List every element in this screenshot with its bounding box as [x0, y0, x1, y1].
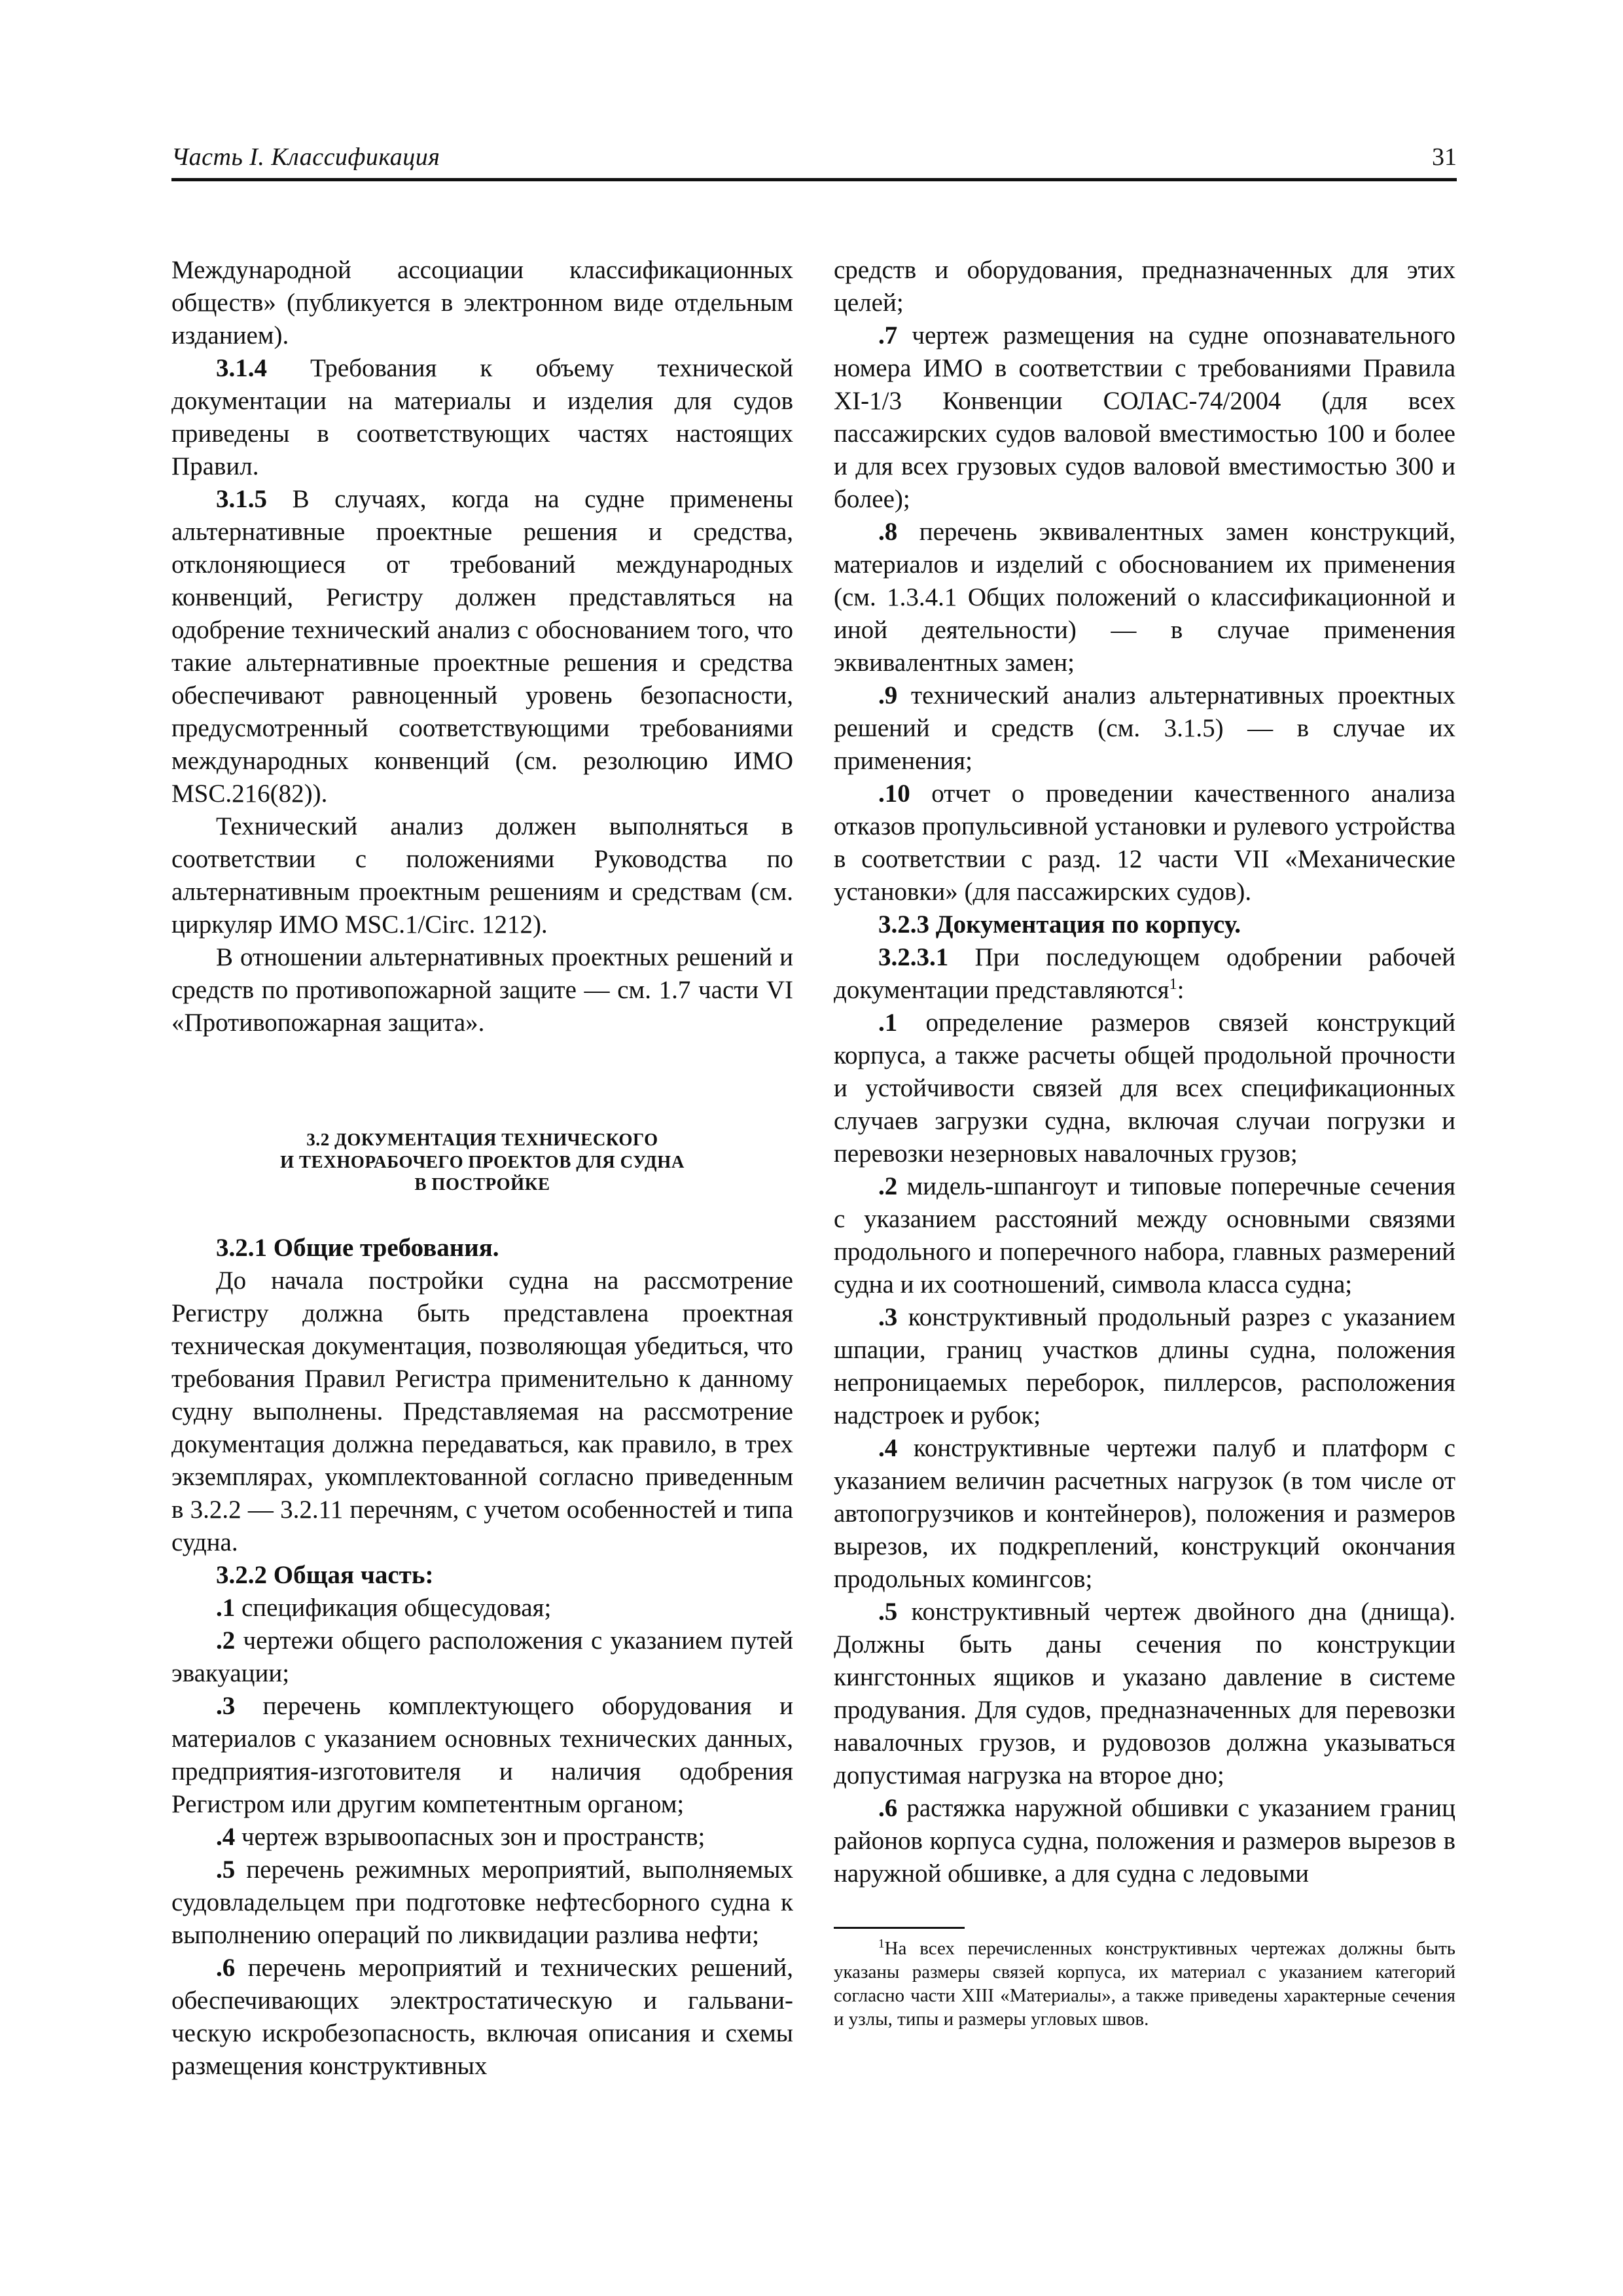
- list-item: [834, 1792, 1455, 1890]
- item-text: спецификация общесудовая;: [235, 1594, 552, 1622]
- item-number: .1: [216, 1594, 236, 1622]
- item-text: мидель-шпангоут и типовые поперечные сечения с указанием расстояний между основными связями продольного и поперечного набора, главных размерений судна и их соотношений, символа класса судна;: [834, 1172, 1455, 1299]
- paragraph: В отношении альтернативных проектных решений и средств по противопожарной защите — см. 1.7 части VI «Противопожарная защита».: [171, 943, 793, 1037]
- item-text: чертеж размещения на судне опознавательного номера ИМО в соответствии с требованиями Правила XI-1/3 Конвенции СОЛАС-74/2004 (для всех пассажирских судов валовой вместимостью 100 и более и для всех грузовых судов валовой вместимостью 300 и более);: [834, 321, 1455, 513]
- subsection-heading-3-2-2: 3.2.2 Общая часть:: [216, 1561, 434, 1589]
- clause-text-end: :: [1177, 976, 1185, 1004]
- item-text: конструктивный продольный разрез с указанием шпации, границ участков длины судна, положения непроницаемых переборок, пиллерсов, расположения надстроек и рубок;: [834, 1303, 1455, 1429]
- running-header: [171, 139, 1457, 181]
- paragraph-3-1-4: [171, 352, 793, 483]
- clause-text: В случаях, когда на судне применены альтернативные проектные решения и средства, отклоняющиеся от требований международных конвенций, Регистру должен представляться на одобрение технический анализ с обоснованием того, что такие альтернативные проектные решения и средства обеспечивают равноценный уровень безопасности, предусмотренный соответствующими требованиями международных конвенций (см. резолюцию ИМО MSC.216(82)).: [171, 485, 793, 808]
- item-text: растяжка наружной обшивки с указанием границ районов корпуса судна, положения и размеров вырезов в наружной обшивке, а для судна с ледовыми: [834, 1794, 1455, 1888]
- item-text: технический анализ альтернативных проектных решений и средств (см. 3.1.5) — в случае их применения;: [834, 681, 1455, 775]
- item-text: перечень комплектующего оборудования и материалов с указанием основных технических данных, предприятия-изготовителя и наличия одобрения Регистром или другим компетентным органом;: [171, 1692, 793, 1818]
- list-item: [834, 1432, 1455, 1596]
- footnote-ref: 1: [1169, 976, 1177, 993]
- item-number: .1: [878, 1009, 898, 1037]
- item-text: чертеж взрывоопасных зон и пространств;: [235, 1823, 705, 1851]
- list-item: [834, 1301, 1455, 1432]
- item-number: .4: [216, 1823, 236, 1851]
- item-number: .8: [878, 518, 898, 546]
- item-number: .5: [878, 1598, 898, 1626]
- item-number: .2: [216, 1626, 236, 1655]
- section-title-line: В ПОСТРОЙКЕ: [414, 1174, 550, 1194]
- footnote-mark: 1: [878, 1937, 885, 1951]
- item-text: чертежи общего расположения с указанием путей эвакуации;: [171, 1626, 793, 1687]
- item-number: .10: [878, 780, 910, 808]
- item-number: .4: [878, 1434, 898, 1462]
- page-number: 31: [1432, 143, 1457, 171]
- list-item: [171, 1592, 793, 1624]
- item-number: .7: [878, 321, 898, 350]
- item-text: конструктивный чертеж двойного дна (днища). Должны быть даны сечения по конструкции кингстонных ящиков и указано давление в системе продувания. Для судов, предназначенных для перевозки навалочных грузов, и рудовозов должна указываться допустимая нагрузка на второе дно;: [834, 1598, 1455, 1789]
- paragraph-3-1-5: [171, 483, 793, 810]
- paragraph: Международной ассоциации классификационных обществ» (публикуется в электронном виде отдельным изданием).: [171, 256, 793, 350]
- footnote: [834, 1937, 1455, 2031]
- item-number: .6: [216, 1954, 236, 1982]
- item-text: отчет о проведении качественного анализа отказов пропульсивной установки и рулевого устройства в соответствии с разд. 12 части VII «Механические установки» (для пассажирских судов).: [834, 780, 1455, 906]
- subsection-heading-3-2-3: 3.2.3 Документация по корпусу.: [878, 910, 1241, 939]
- paragraph: Технический анализ должен выполняться в соответствии с положениями Руководства по альтернативным проектным решениям и средствам (см. циркуляр ИМО MSC.1/Circ. 1212).: [171, 812, 793, 939]
- clause-text: При последующем одобрении рабочей документации представляются: [834, 943, 1455, 1004]
- item-number: .5: [216, 1856, 236, 1884]
- list-item: [834, 679, 1455, 778]
- item-number: .2: [878, 1172, 898, 1200]
- item-number: .6: [878, 1794, 898, 1822]
- item-number: .3: [878, 1303, 898, 1331]
- list-item: [834, 516, 1455, 679]
- list-item: [171, 1690, 793, 1821]
- item-text: перечень режимных мероприятий, выполняемых судовладельцем при подготовке нефтесборного судна к выполнению операций по ликвидации разлива нефти;: [171, 1856, 793, 1949]
- list-item: [171, 1624, 793, 1690]
- clause-number: 3.1.5: [216, 485, 267, 513]
- item-text: определение размеров связей конструкций корпуса, а также расчеты общей продольной прочности и устойчивости связей для всех спецификационных случаев загрузки судна, включая случаи погрузки и перевозки незерновых навалочных грузов;: [834, 1009, 1455, 1168]
- paragraph-3-2-3-1: [834, 941, 1455, 1007]
- list-item: [171, 1854, 793, 1952]
- item-text: конструктивные чертежи палуб и платформ с указанием величин расчетных нагрузок (в том числе от автопогрузчиков и контейнеров), положения и размеров вырезов, их подкреплений, конструкций окончания продольных комингсов;: [834, 1434, 1455, 1593]
- paragraph: средств и оборудования, предназначенных для этих целей;: [834, 256, 1455, 317]
- left-column: [171, 254, 793, 2083]
- clause-number: 3.2.3.1: [878, 943, 949, 971]
- list-item: [834, 778, 1455, 908]
- item-number: .9: [878, 681, 898, 709]
- list-item: [171, 1952, 793, 2083]
- clause-text: Требования к объему технической документации на материалы и изделия для судов приведены в соответствующих частях настоящих Правил.: [171, 354, 793, 480]
- item-text: перечень мероприятий и технических решений, обеспечивающих электростатическую и гальвани-ческую искробезопасность, включая описания и схемы размещения конструктивных: [171, 1954, 793, 2080]
- list-item: [834, 319, 1455, 516]
- subsection-heading-3-2-1: 3.2.1 Общие требования.: [216, 1234, 499, 1262]
- list-item: [171, 1821, 793, 1854]
- section-title-line: И ТЕХНОРАБОЧЕГО ПРОЕКТОВ ДЛЯ СУДНА: [280, 1152, 685, 1172]
- header-title: Часть I. Классификация: [171, 143, 440, 171]
- footnote-text: На всех перечисленных конструктивных чертежах должны быть указаны размеры связей корпуса, их материал с указанием категорий согласно части XIII «Материалы», а также приведены характерные сечения и узлы, типы и размеры угловых швов.: [834, 1938, 1455, 2030]
- list-item: [834, 1170, 1455, 1301]
- section-title-line: 3.2 ДОКУМЕНТАЦИЯ ТЕХНИЧЕСКОГО: [306, 1130, 658, 1149]
- paragraph: До начала постройки судна на рассмотрение Регистру должна быть представлена проектная техническая документация, позволяющая убедиться, что требования Правил Регистра применительно к данному судну выполнены. Представляемая на рассмотрение документация должна передаваться, как правило, в трех экземплярах, укомплектованной согласно приведенным в 3.2.2 — 3.2.11 перечням, с учетом особенностей и типа судна.: [171, 1266, 793, 1556]
- clause-number: 3.1.4: [216, 354, 267, 382]
- footnote-divider: [834, 1927, 965, 1929]
- list-item: [834, 1596, 1455, 1792]
- item-number: .3: [216, 1692, 236, 1720]
- list-item: [834, 1007, 1455, 1170]
- item-text: перечень эквивалентных замен конструкций, материалов и изделий с обоснованием их применения (см. 1.3.4.1 Общих положений о классификационной и иной деятельности) — в случае применения эквивалентных замен;: [834, 518, 1455, 677]
- section-title: [171, 1128, 793, 1195]
- right-column: [834, 254, 1455, 2031]
